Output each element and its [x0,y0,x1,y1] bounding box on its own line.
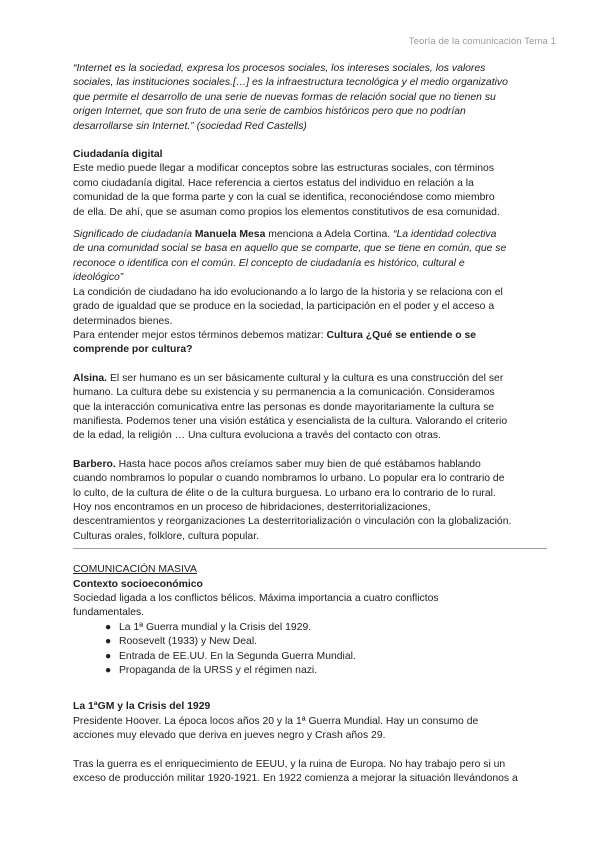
cultura-question-cont: comprende por cultura? [73,344,193,356]
section-title-comunicacion-masiva: COMUNICACIÓN MASIVA [73,564,197,576]
paragraph-line: descentramientos y reorganizaciones La desterritorialización o vinculación con la globalización. [73,516,512,528]
cultura-question: Cultura ¿Qué se entiende o se [326,329,477,341]
cortina-quote-line: de una comunidad social se basa en aquello que se comparte, que se tiene en común, que se [73,243,507,255]
alsina-paragraph-line [73,372,553,386]
list-item-text: Propaganda de la URSS y el régimen nazi. [119,665,318,677]
significado-line [73,228,553,242]
list-item [107,650,553,664]
paragraph-line: manifiesta. Podemos tener una visión estática y esencialista de la cultura. Valorando el criterio [73,415,508,427]
list-item [107,635,553,649]
bullet-icon: ● [105,636,112,648]
cortina-quote-start: “La identidad colectiva [393,229,497,241]
castells-quote [73,62,553,134]
matizar-text: Para entender mejor estos términos debemos matizar: [73,329,327,341]
cortina-quote-line: reconoce o identifica con el común. El concepto de ciudadanía es histórico, cultural e [73,257,465,269]
paragraph-line: de ella. De ahí, que se asuman como propios los elementos constitutivos de esa comunidad. [73,206,500,218]
quote-line: origen Internet, que son fruto de una serie de cambios históricos pero que no podrían [73,106,466,118]
alsina-first-line: El ser humano es un ser básicamente cultural y la cultura es una construcción del ser [107,372,504,384]
conflicts-list [73,621,553,679]
quote-line: desarrollarse sin Internet.” (sociedad Red Castells) [73,120,307,132]
bullet-icon: ● [105,650,112,662]
barbero-paragraph-line [73,458,553,472]
paragraph-line: fundamentales. [73,607,145,619]
paragraph-line: Hoy nos encontramos en un proceso de hibridaciones, desterritorializaciones, [73,501,431,513]
paragraph-line: cuando nombramos lo popular o cuando nombramos lo urbano. Lo popular era lo contrario de [73,473,505,485]
cortina-quote-line: ideológico” [73,272,124,284]
quote-line: que permite el desarrollo de una serie de nuevas formas de relación social que no tienen su [73,91,496,103]
paragraph-line: La condición de ciudadano ha ido evolucionando a lo largo de la historia y se relaciona con el [73,286,503,298]
paragraph-line: Culturas orales, folklore, cultura popular. [73,530,259,542]
list-item-text: La 1ª Guerra mundial y la Crisis del 1929. [119,621,312,633]
paragraph-line: acciones muy elevado que deriva en jueves negro y Crash años 29. [73,730,386,742]
heading-contexto-socioeconomico: Contexto socioeconómico [73,578,203,590]
paragraph-line: grado de igualdad que se produce en la sociedad, la participación en el poder y el acceso a [73,301,495,313]
paragraph-line: Sociedad ligada a los conflictos bélicos. Máxima importancia a cuatro conflictos [73,593,439,604]
document-body [73,62,553,786]
author-alsina: Alsina. [73,372,108,384]
paragraph-line: como ciudadanía digital. Hace referencia a ciertos estatus del individuo en relación a la [73,177,474,189]
paragraph-line: comunidad de la que forma parte y con la cual se identifica, reconociéndose como miembro [73,192,495,204]
paragraph-line: Este medio puede llegar a modificar conceptos sobre las estructuras sociales, con términos [73,163,495,175]
significado-mid: menciona a Adela Cortina. [265,229,394,241]
list-item-text: Roosevelt (1933) y New Deal. [119,636,258,648]
paragraph-line: de la edad, la religión … Una cultura evoluciona a través del contacto con otras. [73,430,441,442]
heading-1gm-crisis-1929: La 1ªGM y la Crisis del 1929 [73,701,211,713]
list-item [107,664,553,678]
quote-line: “Internet es la sociedad, expresa los procesos sociales, los intereses sociales, los valores [73,63,486,74]
list-item-text: Entrada de EE.UU. En la Segunda Guerra Mundial. [119,650,356,662]
author-manuela-mesa: Manuela Mesa [194,229,266,241]
paragraph-line: Presidente Hoover. La época locos años 20 y la 1ª Guerra Mundial. Hay un consumo de [73,715,479,727]
paragraph-line: lo culto, de la cultura de élite o de la cultura burguesa. Lo urbano era lo contrario de lo rural. [73,487,496,499]
page-header: Teoría de la comunicación Tema 1 [408,36,556,47]
paragraph-line: Tras la guerra es el enriquecimiento de EEUU, y la ruina de Europa. No hay trabajo pero si un [73,758,506,770]
paragraph-line: humano. La cultura debe su existencia y su permanencia a la comunicación. Consideramos [73,387,495,399]
list-item [107,621,553,635]
paragraph-line [73,329,553,343]
heading-ciudadania-digital: Ciudadanía digital [73,149,163,161]
paragraph-line: que la interacción comunicativa entre las personas es donde mayoritariamente la cultura se [73,401,495,413]
quote-line: sociales, las instituciones sociales.[…] es la infraestructura tecnológica y el medio organizativo [73,77,508,89]
significado-label: Significado de ciudadanía [73,229,195,241]
bullet-icon: ● [105,665,112,677]
author-barbero: Barbero. [73,458,116,470]
paragraph-line: exceso de producción militar 1920-1921. En 1922 comienza a mejorar la situación llevándonos a [73,773,518,785]
barbero-first-line: Hasta hace pocos años creíamos saber muy bien de qué estábamos hablando [115,458,481,470]
bullet-icon: ● [105,621,112,633]
paragraph-line: determinados bienes. [73,315,173,327]
